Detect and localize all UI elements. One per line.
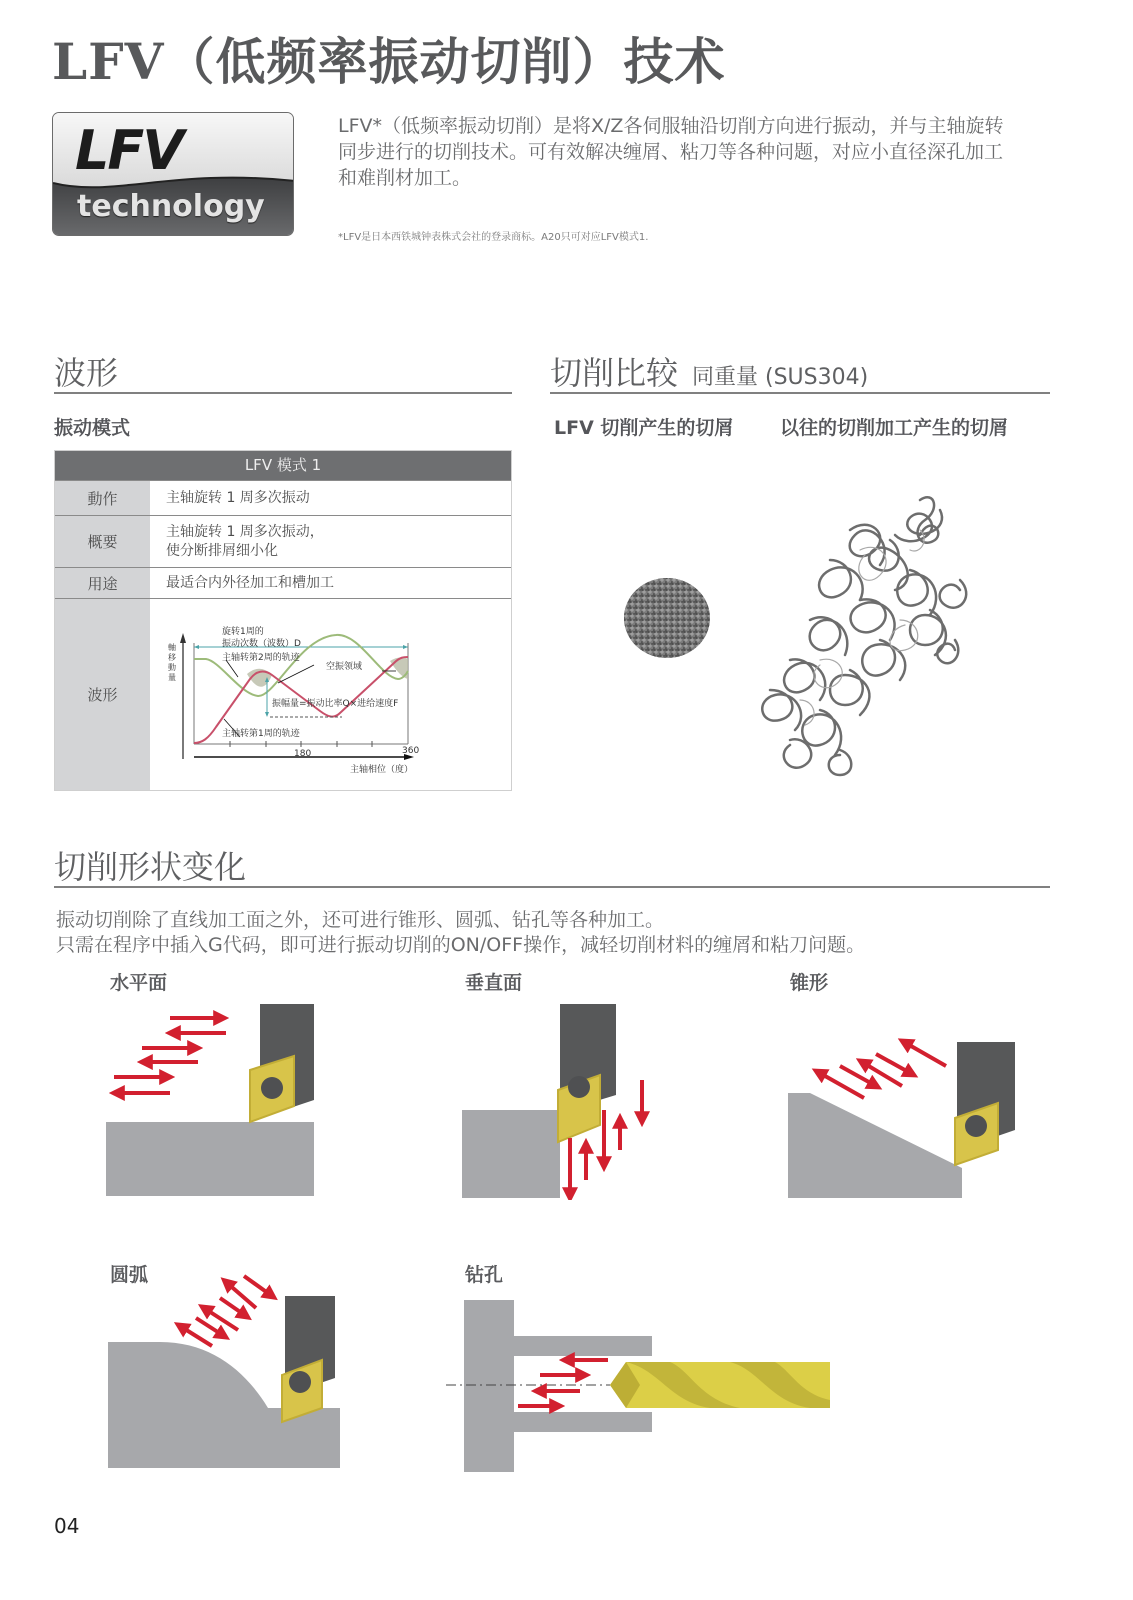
table-row xyxy=(55,515,511,567)
arc-diagram xyxy=(100,1260,350,1480)
vibration-mode-heading: 振动模式 xyxy=(54,417,131,439)
x-tick-180: 180 xyxy=(294,749,312,759)
row-value-line: 使分断排屑细小化 xyxy=(166,542,278,559)
logo-technology-text: technology xyxy=(77,189,265,224)
vertical-face-diagram xyxy=(460,1000,690,1200)
waveform-section-title: 波形 xyxy=(54,354,119,392)
horizontal-face-diagram xyxy=(100,1000,330,1200)
conventional-chips-label: 以往的切削加工产生的切屑 xyxy=(780,417,1009,439)
insert-screw xyxy=(568,1076,590,1098)
diagram-title-vertical: 垂直面 xyxy=(465,972,523,994)
chart-annotation: 主轴转第1周的轨迹 xyxy=(222,729,300,739)
x-tick-360: 360 xyxy=(402,746,420,756)
comparison-section-title xyxy=(550,348,868,394)
y-axis-label: 軸移動量 xyxy=(168,643,176,682)
intro-line: 和难削材加工。 xyxy=(338,167,472,189)
workpiece-bore-top xyxy=(514,1336,652,1356)
workpiece xyxy=(106,1122,314,1196)
row-value-line: 最适合内外径加工和槽加工 xyxy=(166,574,334,591)
page-title: LFV（低频率振动切削）技术 xyxy=(52,32,726,91)
table-header: LFV 模式 1 xyxy=(55,451,511,480)
row-key: 波形 xyxy=(55,599,150,790)
chart-annotation: 主轴转第2周的轨迹 xyxy=(222,653,300,663)
row-value xyxy=(150,568,511,598)
page-number: 04 xyxy=(54,1514,80,1538)
chart-annotation: 振动次数（波数）D xyxy=(222,639,301,649)
row-key: 動作 xyxy=(55,481,150,515)
row-value xyxy=(150,481,511,515)
chart-annotation: 空振领域 xyxy=(326,662,363,672)
trademark-footnote: *LFV是日本西铁城钟表株式会社的登录商标。A20只可对应LFV模式1. xyxy=(338,232,649,243)
table-row xyxy=(55,480,511,515)
logo-lfv-text: LFV xyxy=(75,119,183,182)
intro-paragraph xyxy=(338,113,1078,191)
section-divider xyxy=(54,392,512,394)
workpiece-bore-bottom xyxy=(514,1412,652,1432)
waveform-chart xyxy=(150,599,511,790)
intro-line: LFV*（低频率振动切削）是将X/Z各伺服轴沿切削方向进行振动，并与主轴旋转 xyxy=(338,115,1004,137)
row-key: 用途 xyxy=(55,568,150,598)
workpiece xyxy=(462,1110,560,1198)
waveform-chart-cell xyxy=(150,599,511,790)
shape-section-title: 切削形状变化 xyxy=(54,848,247,886)
x-axis-label: 主轴相位（度） xyxy=(350,765,414,775)
diagram-title-taper: 锥形 xyxy=(790,972,829,994)
chart-annotation: 旋转1周的 xyxy=(222,627,264,637)
conventional-chip-tangle xyxy=(762,497,966,775)
insert-screw xyxy=(261,1077,283,1099)
shape-desc-line: 振动切削除了直线加工面之外，还可进行锥形、圆弧、钻孔等各种加工。 xyxy=(56,909,665,931)
vibration-mode-table xyxy=(54,450,512,791)
diagram-title-drilling: 钻孔 xyxy=(465,1264,504,1286)
comparison-subtitle: 同重量 (SUS304) xyxy=(692,365,869,390)
insert-screw xyxy=(965,1115,987,1137)
chart-annotation: 振幅量=振动比率Q×进给速度F xyxy=(272,699,399,709)
workpiece-flange xyxy=(464,1300,514,1472)
drilling-diagram xyxy=(440,1290,840,1475)
comparison-title: 切削比较 xyxy=(550,354,679,392)
row-value xyxy=(150,516,511,567)
shape-description xyxy=(56,908,865,958)
row-value-line: 主轴旋转 1 周多次振动 xyxy=(166,489,310,506)
section-divider xyxy=(54,886,1050,888)
table-row xyxy=(55,567,511,598)
lfv-technology-logo xyxy=(52,112,294,236)
intro-line: 同步进行的切削技术。可有效解决缠屑、粘刀等各种问题，对应小直径深孔加工 xyxy=(338,141,1004,163)
row-key: 概要 xyxy=(55,516,150,567)
row-value-line: 主轴旋转 1 周多次振动， xyxy=(166,523,324,540)
lfv-chips-label: LFV 切削产生的切屑 xyxy=(554,417,734,439)
insert-screw xyxy=(289,1371,311,1393)
shape-desc-line: 只需在程序中插入G代码，即可进行振动切削的ON/OFF操作，减轻切削材料的缠屑和粘刀问题。 xyxy=(56,934,866,956)
section-divider xyxy=(550,392,1050,394)
workpiece xyxy=(788,1093,962,1198)
chips-photo xyxy=(560,460,1040,800)
diagram-title-arc: 圆弧 xyxy=(110,1264,149,1286)
table-row xyxy=(55,598,511,790)
taper-diagram xyxy=(780,1000,1040,1200)
diagram-title-horizontal: 水平面 xyxy=(110,972,168,994)
